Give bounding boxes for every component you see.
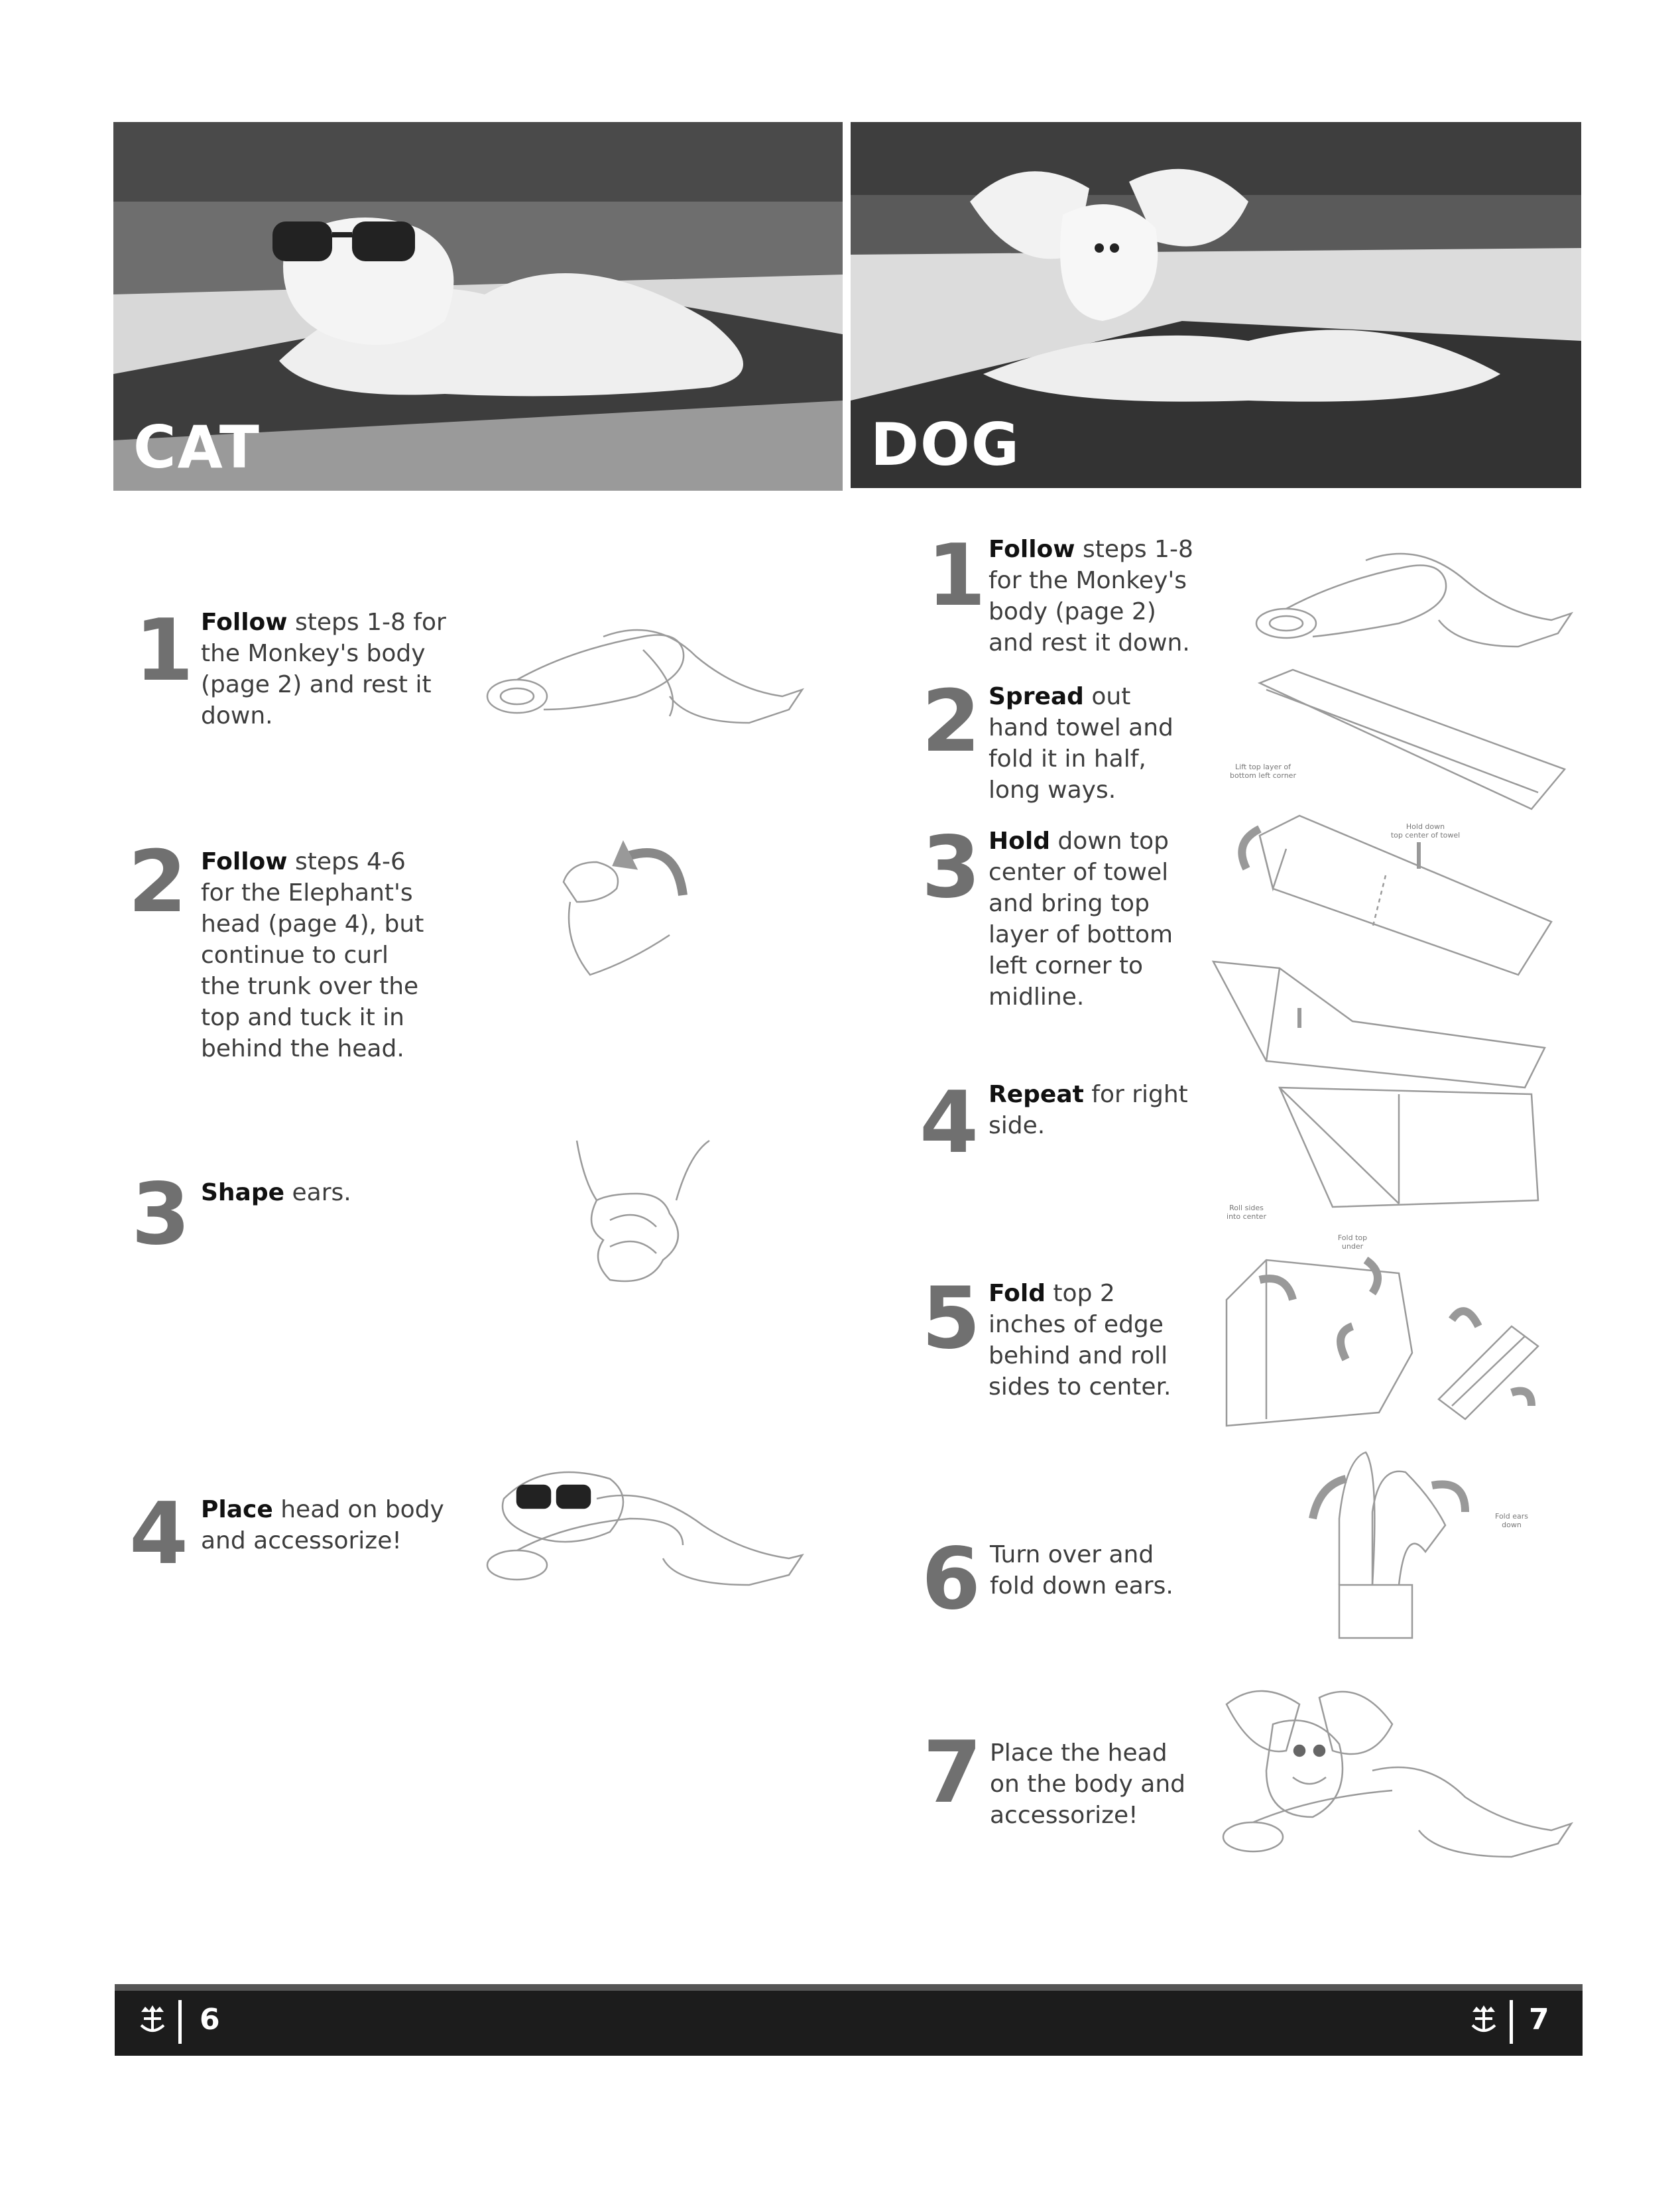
dog-step-2-text: Spread out hand towel and fold it in half, long ways. [989,683,1173,804]
cat-step-2-illustration [550,829,703,981]
dog-step-1-number: 1 [927,527,987,625]
callout-hold-down: Hold down top center of towel [1390,822,1461,840]
dog-step-5-text: Fold top 2 inches of edge behind and roll sides to center. [989,1280,1171,1401]
cat-title: CAT [133,413,261,481]
cat-photo [113,122,843,491]
callout-fold-ears-down: Fold ears down [1495,1512,1528,1529]
callout-lift-top-layer: Lift top layer of bottom left corner [1230,763,1296,780]
dog-step-6-number: 6 [922,1530,981,1629]
right-page-number: 7 [1529,2003,1549,2037]
footer-right-divider [1510,2000,1513,2044]
dog-title: DOG [870,410,1021,479]
dog-step-5-number: 5 [922,1269,981,1368]
dog-step-7-illustration [1200,1678,1578,1870]
crown-anchor-icon [1467,2003,1500,2036]
left-page-number: 6 [200,2003,220,2037]
dog-step-1-text: Follow steps 1-8 for the Monkey's body (page 2) and rest it down. [989,536,1193,657]
dog-step-5-illustration [1213,1204,1558,1439]
cat-step-1-text: Follow steps 1-8 for the Monkey's body (page 2) and rest it down. [201,609,446,729]
dog-step-2-number: 2 [922,672,981,771]
cat-step-1-number: 1 [135,601,194,700]
cat-step-4-number: 4 [129,1485,189,1584]
footer-left-divider [178,2000,182,2044]
cat-step-2-text: Follow steps 4-6 for the Elephant's head (page 4), but continue to curl the trunk over the top and tuck it in behind the head. [201,848,424,1062]
dog-step-1-illustration [1240,534,1585,653]
cat-step-1-illustration [471,610,815,729]
cat-step-4-illustration [464,1459,815,1598]
dog-step-2-illustration [1246,670,1571,822]
page-footer [115,1984,1583,2056]
cat-step-3-number: 3 [131,1165,191,1264]
dog-step-6-text: Turn over and fold down ears. [990,1541,1173,1600]
dog-step-3-text: Hold down top center of towel and bring top layer of bottom left corner to midline. [989,828,1173,1011]
dog-step-4-illustration [1280,1081,1551,1214]
dog-step-4-text: Repeat for right side. [989,1081,1188,1139]
cat-step-2-number: 2 [128,833,188,932]
dog-step-4-number: 4 [920,1074,979,1172]
callout-fold-top-under: Fold top under [1337,1233,1368,1251]
dog-step-3b-illustration [1213,955,1551,1094]
dog-step-7-text: Place the head on the body and accessorize! [990,1739,1186,1829]
cat-step-3-illustration [557,1127,723,1287]
dog-step-3-number: 3 [922,818,981,917]
cat-step-4-text: Place head on body and accessorize! [201,1496,444,1554]
cat-step-3-text: Shape ears. [201,1179,351,1206]
dog-photo [851,122,1581,488]
crown-anchor-icon [136,2003,169,2036]
dog-step-7-number: 7 [923,1724,983,1822]
dog-step-6-illustration [1299,1446,1545,1645]
callout-roll-sides: Roll sides into center [1227,1204,1266,1221]
footer-stripe [115,1984,1583,1991]
